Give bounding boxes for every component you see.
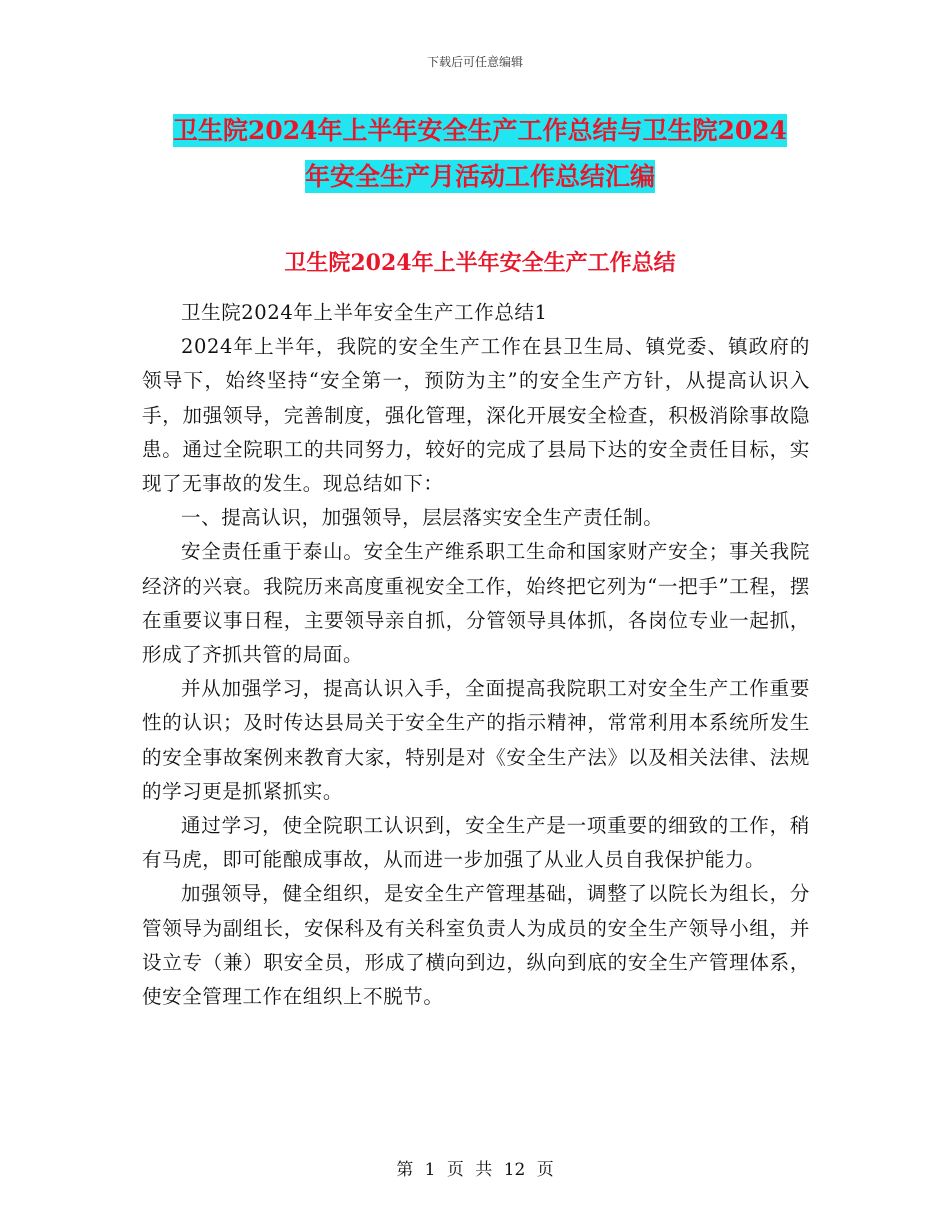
header-note: 下载后可任意编辑 [426,55,523,69]
paragraph: 2024年上半年，我院的安全生产工作在县卫生局、镇党委、镇政府的领导下，始终坚持“安全第一，预防为主”的安全生产方针，从提高认识入手，加强领导，完善制度，强化管理，深化开展安全检查，积极消除事故隐患。通过全院职工的共同努力，较好的完成了县局下达的安全责任目标，实现了无事故的发生。现总结如下： [142,335,810,496]
page-footer: 第 1 页 共 12 页 [396,1160,554,1180]
paragraph: 通过学习，使全院职工认识到，安全生产是一项重要的细致的工作，稍有马虎，即可能酿成事故，从而进一步加强了从业人员自我保护能力。 [142,814,810,872]
paragraph: 安全责任重于泰山。安全生产维系职工生命和国家财产安全；事关我院经济的兴衰。我院历来高度重视安全工作，始终把它列为“一把手”工程，摆在重要议事日程，主要领导亲自抓，分管领导具体抓，各岗位专业一起抓，形成了齐抓共管的局面。 [142,540,810,667]
paragraph: 卫生院2024年上半年安全生产工作总结1 [181,301,548,324]
paragraph: 加强领导，健全组织，是安全生产管理基础，调整了以院长为组长，分管领导为副组长，安保科及有关科室负责人为成员的安全生产领导小组，并设立专（兼）职安全员，形成了横向到边，纵向到底的安全生产管理体系，使安全管理工作在组织上不脱节。 [142,882,810,1009]
title-line-2: 年安全生产月活动工作总结汇编 [304,162,655,191]
title-line-1: 卫生院2024年上半年安全生产工作总结与卫生院2024 [172,116,788,145]
paragraph: 并从加强学习，提高认识入手，全面提高我院职工对安全生产工作重要性的认识；及时传达县局关于安全生产的指示精神，常常利用本系统所发生的安全事故案例来教育大家，特别是对《安全生产法》以及相关法律、法规的学习更是抓紧抓实。 [142,677,810,803]
document-body [142,296,810,1014]
document-title [140,108,820,200]
paragraph: 一、提高认识，加强领导，层层落实安全生产责任制。 [181,506,664,530]
section-title: 卫生院2024年上半年安全生产工作总结 [284,250,676,276]
